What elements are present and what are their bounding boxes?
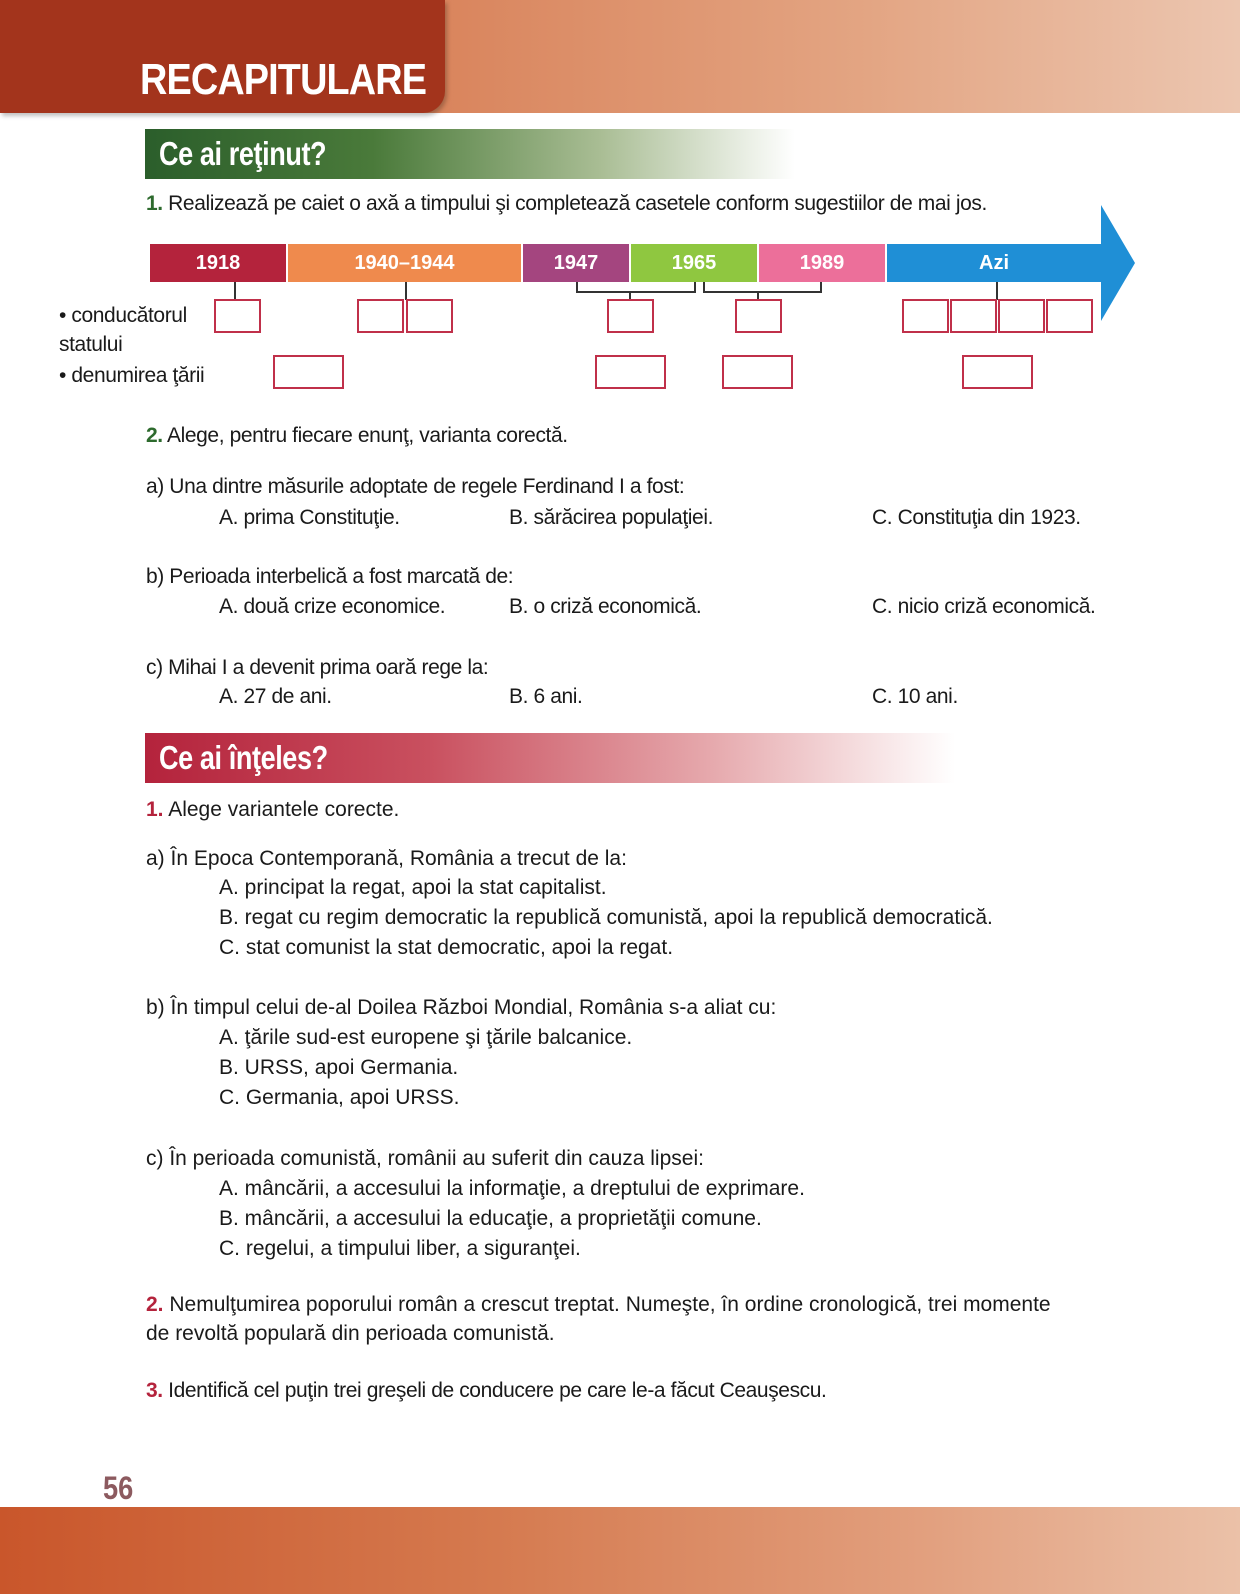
answer-box[interactable] (902, 299, 949, 333)
answer-box[interactable] (595, 355, 666, 389)
page-number: 56 (103, 1470, 134, 1506)
answer-box[interactable] (357, 299, 404, 333)
timeline-segment: 1989 (759, 244, 885, 282)
answer-box[interactable] (735, 299, 782, 333)
question-text: Realizează pe caiet o axă a timpului şi completează casetele conform sugestiilor de mai jos. (168, 192, 987, 215)
option-c[interactable]: C. Constituţia din 1923. (872, 506, 1081, 529)
question-text: Alege, pentru fiecare enunţ, varianta corectă. (167, 424, 568, 447)
connector-line (576, 291, 696, 293)
option-c[interactable]: C. nicio criză economică. (872, 595, 1096, 618)
option-c[interactable]: C. regelui, a timpului liber, a siguranţei. (219, 1237, 581, 1260)
question-text: Nemulţumirea poporului român a crescut treptat. Numeşte, în ordine cronologică, trei momente (169, 1293, 1051, 1316)
section-header-retinut (145, 129, 795, 179)
question-text: Alege variantele corecte. (168, 798, 400, 821)
question-2 (146, 423, 568, 449)
subquestion: b) În timpul celui de-al Doilea Război Mondial, România s-a aliat cu: (146, 996, 777, 1019)
answer-box[interactable] (1046, 299, 1093, 333)
connector-line (703, 291, 822, 293)
footer-band (0, 1507, 1240, 1594)
option-c[interactable]: C. Germania, apoi URSS. (219, 1086, 460, 1109)
option-c[interactable]: C. stat comunist la stat democratic, apoi la regat. (219, 936, 674, 959)
option-b[interactable]: B. 6 ani. (509, 685, 583, 708)
question-text-continued: de revoltă populară din perioada comunistă. (146, 1322, 555, 1345)
answer-box[interactable] (273, 355, 344, 389)
option-b[interactable]: B. mâncării, a accesului la educaţie, a proprietăţii comune. (219, 1207, 762, 1230)
option-b[interactable]: B. sărăcirea populaţiei. (509, 506, 714, 529)
row-label: • conducătorul (59, 304, 187, 327)
subquestion: b) Perioada interbelică a fost marcată de: (146, 565, 514, 588)
question-1 (146, 797, 399, 823)
answer-box[interactable] (998, 299, 1045, 333)
option-a[interactable]: A. principat la regat, apoi la stat capitalist. (219, 876, 607, 899)
answer-box[interactable] (962, 355, 1033, 389)
row-label: • denumirea ţării (59, 364, 205, 387)
connector-line (405, 282, 407, 300)
question-3 (146, 1378, 826, 1404)
option-a[interactable]: A. două crize economice. (219, 595, 446, 618)
answer-box[interactable] (214, 299, 261, 333)
timeline-segment: Azi (979, 251, 1009, 274)
section-header-inteles (145, 733, 955, 783)
option-b[interactable]: B. URSS, apoi Germania. (219, 1056, 459, 1079)
section-title: Ce ai reţinut? (159, 135, 327, 172)
timeline-segment: 1947 (523, 244, 629, 282)
timeline-segment: 1965 (631, 244, 757, 282)
subquestion: a) În Epoca Contemporană, România a trecut de la: (146, 847, 627, 870)
timeline-segment: 1918 (150, 244, 286, 282)
connector-line (234, 282, 236, 300)
answer-box[interactable] (406, 299, 453, 333)
subquestion: a) Una dintre măsurile adoptate de regele Ferdinand I a fost: (146, 475, 685, 498)
option-a[interactable]: A. prima Constituţie. (219, 506, 400, 529)
answer-box[interactable] (607, 299, 654, 333)
option-a[interactable]: A. 27 de ani. (219, 685, 332, 708)
page-title: RECAPITULARE (140, 55, 427, 104)
option-b[interactable]: B. regat cu regim democratic la republică comunistă, apoi la republică democratică. (219, 906, 993, 929)
answer-box[interactable] (722, 355, 793, 389)
timeline-segment: 1940–1944 (288, 244, 521, 282)
subquestion: c) Mihai I a devenit prima oară rege la: (146, 656, 489, 679)
subquestion: c) În perioada comunistă, românii au suferit din cauza lipsei: (146, 1147, 704, 1170)
option-a[interactable]: A. ţările sud-est europene şi ţările balcanice. (219, 1026, 633, 1049)
row-label: statului (59, 333, 123, 356)
question-number: 1. (146, 798, 164, 821)
question-number: 2. (146, 1293, 164, 1316)
question-1 (146, 191, 987, 217)
question-text: Identifică cel puţin trei greşeli de conducere pe care le-a făcut Ceauşescu. (168, 1379, 827, 1402)
question-2 (146, 1292, 1051, 1318)
section-title: Ce ai înţeles? (159, 739, 328, 776)
connector-line (996, 282, 998, 300)
question-number: 2. (146, 424, 163, 447)
question-number: 3. (146, 1379, 163, 1402)
question-number: 1. (146, 192, 163, 215)
option-c[interactable]: C. 10 ani. (872, 685, 958, 708)
answer-box[interactable] (950, 299, 997, 333)
option-b[interactable]: B. o criză economică. (509, 595, 702, 618)
option-a[interactable]: A. mâncării, a accesului la informaţie, a dreptului de exprimare. (219, 1177, 805, 1200)
